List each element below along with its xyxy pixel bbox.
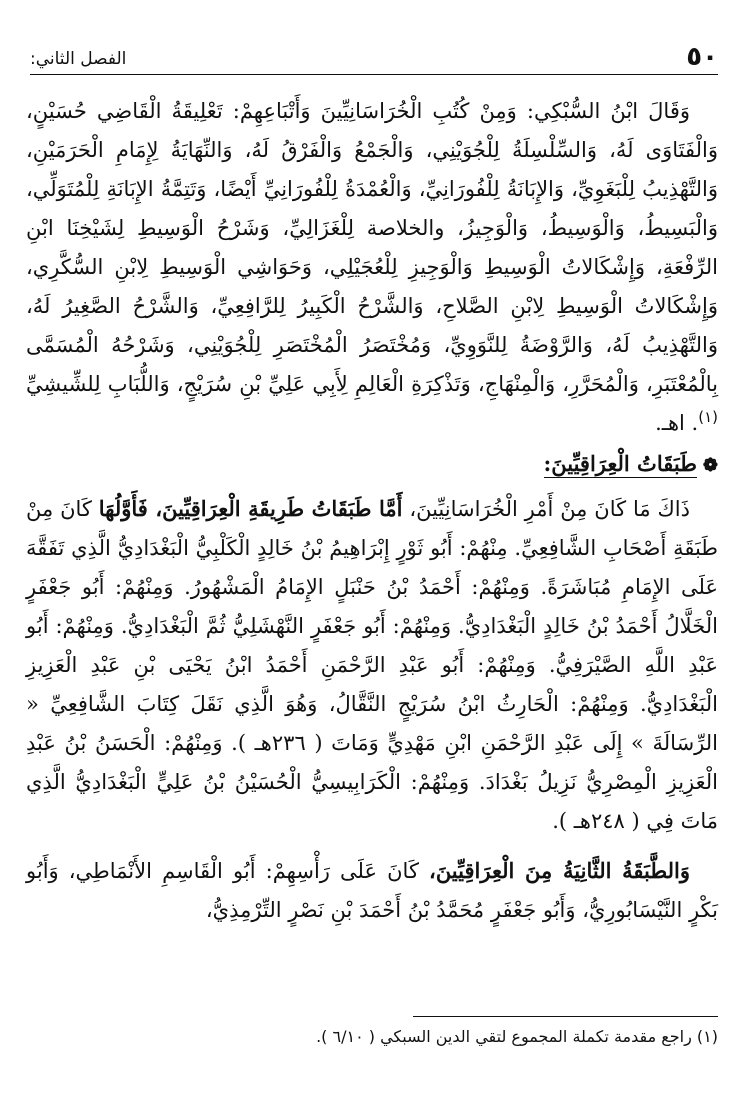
section-heading [26,447,718,483]
flower-ornament-icon: ❁ [702,455,718,476]
paragraph-iraqi-second-layer [26,851,718,930]
paragraph-sources [26,92,718,443]
footnote-divider [413,1016,718,1017]
chapter-title: الفصل الثاني: [30,49,127,69]
body-text [26,92,718,930]
paragraph-gap [26,841,718,851]
paragraph-iraqi-first-layer [26,489,718,841]
paragraph-iraqi-bold-phrase: أَمَّا طَبَقَاتُ طَرِيقَةِ الْعِرَاقِيِّينَ، فَأَوَّلُهَا [98,496,403,521]
footnote: (١) راجع مقدمة تكملة المجموع لتقي الدين السبكي ( ٦/١٠ ). [316,1027,718,1046]
paragraph-second-layer-bold: وَالطَّبَقَةُ الثَّانِيَةُ مِنَ الْعِرَاقِيِّينَ، [429,858,690,883]
paragraph-iraqi-rest: كَانَ مِنْ طَبَقَةِ أَصْحَابِ الشَّافِعِيِّ. مِنْهُمْ: أَبُو ثَوْرٍ إِبْرَاهِيمُ بْنُ خَالِدٍ الْكَلْبِيُّ الْبَغْدَادِيُّ الَّذِي تَفَقَّهَ عَلَى الإِمَامِ مُبَاشَرَةً. وَمِنْهُمْ: أَحْمَدُ بْنُ حَنْبَلٍ الإِمَامُ الْمَشْهُورُ. وَمِنْهُمْ: أَبُو جَعْفَرٍ الْخَلَّالُ أَحْمَدُ بْنُ خَالِدٍ الْبَغْدَادِيُّ. وَمِنْهُمْ: أَبُو جَعْفَرٍ النَّهْشَلِيُّ ثُمَّ الْبَغْدَادِيُّ. وَمِنْهُمْ: أَبُو عَبْدِ اللَّهِ الصَّيْرَفِيُّ. وَمِنْهُمْ: أَبُو عَبْدِ الرَّحْمَنِ أَحْمَدُ ابْنُ يَحْيَى بْنِ عَبْدِ الْعَزِيزِ الْبَغْدَادِيُّ. وَمِنْهُمْ: الْحَارِثُ ابْنُ سُرَيْجٍ النَّقَّالُ، وَهُوَ الَّذِي نَقَلَ كِتَابَ الشَّافِعِيِّ « الرِّسَالَةَ » إِلَى عَبْدِ الرَّحْمَنِ ابْنِ مَهْدِيٍّ وَمَاتَ ( ٢٣٦هـ ). وَمِنْهُمْ: الْحَسَنُ بْنُ عَبْدِ الْعَزِيزِ الْمِصْرِيُّ نَزِيلُ بَغْدَادَ. وَمِنْهُمْ: الْكَرَابِيسِيُّ الْحُسَيْنُ بْنُ عَلِيٍّ الْبَغْدَادِيُّ الَّذِي مَاتَ فِي ( ٢٤٨هـ ). [26,497,718,833]
paragraph-sources-text: وَقَالَ ابْنُ السُّبْكِي: وَمِنْ كُتُبِ الْخُرَاسَانِيِّينَ وَأَتْبَاعِهِمْ: تَعْلِيقَةُ الْقَاضِي حُسَيْنٍ، وَالْفَتَاوَى لَهُ، وَالسِّلْسِلَةُ لِلْجُوَيْنِي، وَالْجَمْعُ وَالْفَرْقُ لَهُ، وَالنِّهَايَةُ لِإِمَامِ الْحَرَمَيْنِ، وَالتَّهْذِيبُ لِلْبَغَوِيِّ، وَالإِبَانَةُ لِلْفُورَانِيِّ، وَالْعُمْدَةُ لِلْفُورَانِيِّ أَيْضًا، وَتَتِمَّةُ الإِبَانَةِ لِلْمُتَوَلِّي، وَالْبَسِيطُ، وَالْوَسِيطُ، وَالْوَجِيزُ، والخلاصة لِلْغَزَالِيِّ، وَشَرْحُ الْوَسِيطِ لِشَيْخِنَا ابْنِ الرِّفْعَةِ، وَإِشْكَالاتُ الْوَسِيطِ وَالْوَجِيزِ لِلْعُجَيْلِي، وَحَوَاشِي الْوَسِيطِ لِابْنِ السُّكَّرِي، وَإِشْكَالاتُ الْوَسِيطِ لِابْنِ الصَّلاحِ، وَالشَّرْحُ الْكَبِيرُ لِلرَّافِعِيِّ، وَالشَّرْحُ الصَّغِيرُ لَهُ، وَالتَّهْذِيبُ لَهُ، وَالرَّوْضَةُ لِلنَّوَوِيِّ، وَمُخْتَصَرُ الْمُخْتَصَرِ لِلْجُوَيْنِي، وَشَرْحُهُ الْمُسَمَّى بِالْمُعْتَبَرِ، وَالْمُحَرَّرِ، وَالْمِنْهَاجِ، وَتَذْكِرَةِ الْعَالِمِ لِأَبِي عَلِيِّ بْنِ سُرَيْجٍ، وَاللُّبَابِ لِلشِّيشِيِّ [26,99,718,396]
section-heading-text: طَبَقَاتُ الْعِرَاقِيِّينَ: [543,451,697,476]
page-number: ٥٠ [686,42,718,72]
page-header [30,42,718,78]
paragraph-second-layer-rest: كَانَ عَلَى رَأْسِهِمْ: أَبُو الْقَاسِمِ الأَنْمَاطِي، وَأَبُو بَكْرٍ النَّيْسَابُورِيُّ، وَأَبُو جَعْفَرٍ مُحَمَّدُ بْنُ أَحْمَدَ بْنِ نَصْرٍ التِّرْمِذِيُّ، [26,859,718,922]
paragraph-iraqi-intro: ذَاكَ مَا كَانَ مِنْ أَمْرِ الْخُرَاسَانِيِّينَ، [402,497,690,521]
footnote-marker: (١) [698,408,718,426]
paragraph-sources-end: . اهـ. [655,411,699,435]
header-divider [30,74,718,75]
